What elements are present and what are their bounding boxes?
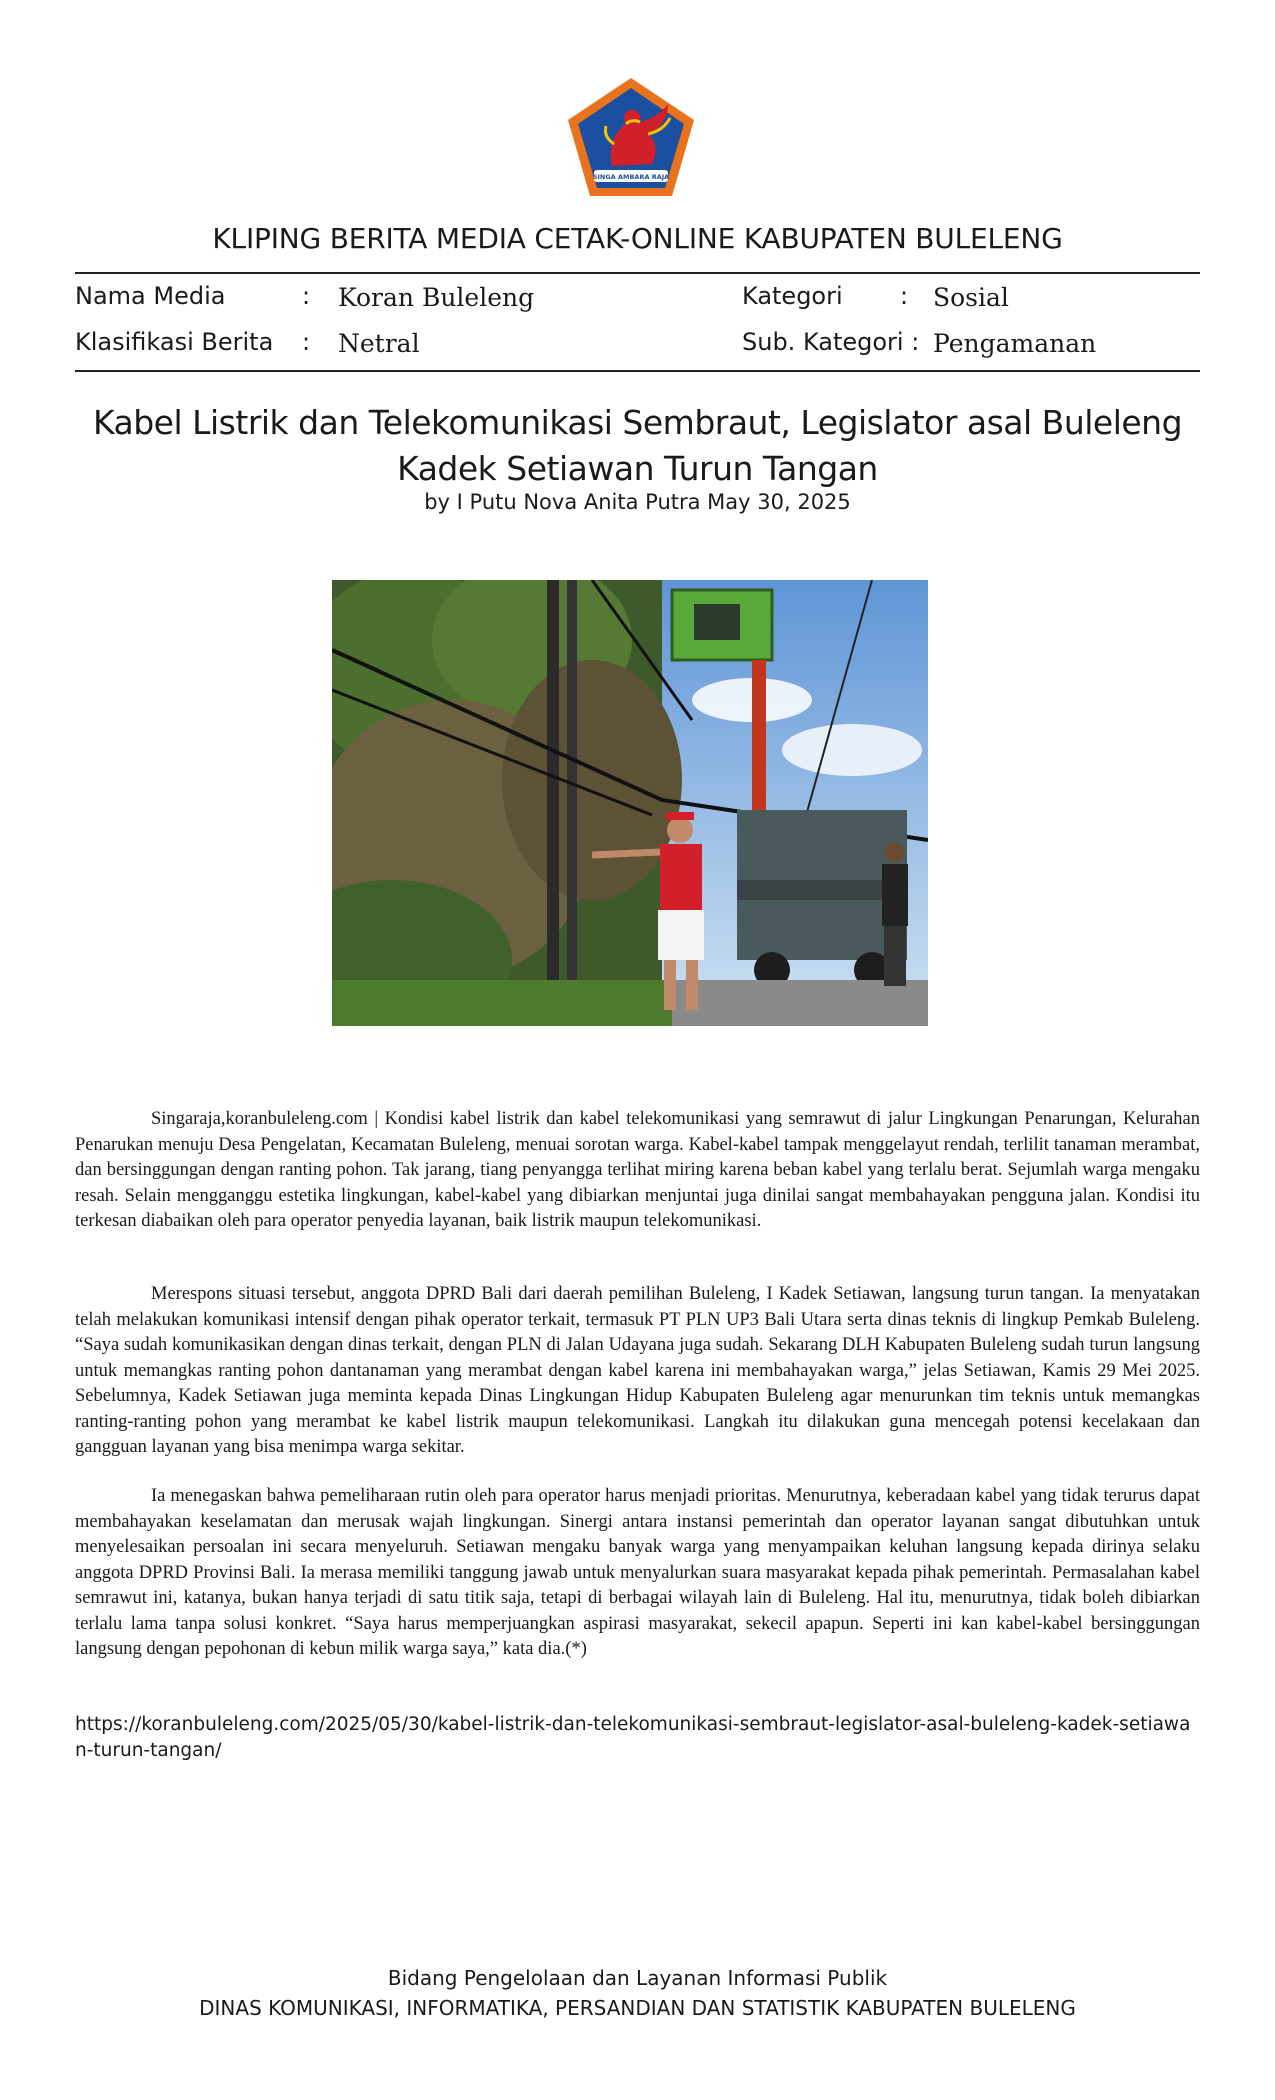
article-paragraph-3 <box>75 1484 1200 1663</box>
kategori-colon: : <box>900 282 909 310</box>
article-title: Kabel Listrik dan Telekomunikasi Sembraut, Legislator asal Buleleng Kadek Setiawan Turun Tangan <box>92 403 1183 488</box>
nama-media-value: Koran Buleleng <box>338 283 535 312</box>
paragraph-3-text: Ia menegaskan bahwa pemeliharaan rutin oleh para operator harus menjadi prioritas. Menurutnya, keberadaan kabel yang tidak terurus dapat membahayakan keselamatan dan merusak wajah lingkungan. Sinergi antara instansi pemerintah dan operator layanan sangat dibutuhkan untuk menyelesaikan persoalan ini secara menyeluruh. Setiawan mengaku banyak warga yang menyampaikan keluhan langsung kepada dirinya selaku anggota DPRD Provinsi Bali. Ia merasa memiliki tanggung jawab untuk menyalurkan suara masyarakat kepada pihak pemerintah. Permasalahan kabel semrawut ini, katanya, bukan hanya terjadi di satu titik saja, tetapi di berbagai wilayah lain di Buleleng. Hal itu, menurutnya, tidak boleh dibiarkan terlalu lama tanpa solusi konkret. “Saya harus memperjuangkan aspirasi masyarakat, sekecil apapun. Seperti ini kan kabel-kabel bersinggungan langsung dengan pepohonan di kebun milik warga saya,” kata dia.(*) <box>75 1486 1200 1659</box>
footer-agency: DINAS KOMUNIKASI, INFORMATIKA, PERSANDIAN DAN STATISTIK KABUPATEN BULELENG <box>199 1996 1076 2020</box>
header-divider-bottom <box>75 370 1200 372</box>
klasifikasi-colon: : <box>302 328 311 356</box>
article-photo <box>332 580 928 1026</box>
header-divider-top <box>75 272 1200 274</box>
nama-media-colon: : <box>302 282 311 310</box>
buleleng-crest-icon <box>564 74 698 200</box>
clipping-header-title: KLIPING BERITA MEDIA CETAK-ONLINE KABUPATEN BULELENG <box>212 222 1063 255</box>
footer-division: Bidang Pengelolaan dan Layanan Informasi Publik <box>387 1966 888 1990</box>
kategori-value: Sosial <box>933 283 1009 312</box>
kategori-label: Kategori <box>742 282 843 310</box>
sub-kategori-value: Pengamanan <box>933 329 1097 358</box>
article-paragraph-2 <box>75 1282 1200 1461</box>
article-source-url[interactable]: https://koranbuleleng.com/2025/05/30/kabel-listrik-dan-telekomunikasi-sembraut-legislator-asal-buleleng-kadek-setiawan-turun-tangan/ <box>75 1714 1191 1761</box>
klasifikasi-value: Netral <box>338 329 420 358</box>
paragraph-2-text: Merespons situasi tersebut, anggota DPRD Bali dari daerah pemilihan Buleleng, I Kadek Setiawan, langsung turun tangan. Ia menyatakan telah melakukan komunikasi intensif dengan pihak operator terkait, termasuk PT PLN UP3 Bali Utara serta dinas teknis di lingkup Pemkab Buleleng. “Saya sudah komunikasikan dengan dinas terkait, dengan PLN di Jalan Udayana juga sudah. Sekarang DLH Kabupaten Buleleng sudah turun langsung untuk memangkas ranting pohon dantanaman yang merambat dengan kabel karena ini membahayakan warga,” jelas Setiawan, Kamis 29 Mei 2025. Sebelumnya, Kadek Setiawan juga meminta kepada Dinas Lingkungan Hidup Kabupaten Buleleng agar menurunkan tim teknis untuk memangkas ranting-ranting pohon yang merambat ke kabel listrik maupun telekomunikasi. Langkah itu dilakukan guna mencegah potensi kecelakaan dan gangguan layanan yang bisa menimpa warga sekitar. <box>75 1284 1200 1457</box>
klasifikasi-label: Klasifikasi Berita <box>75 328 274 356</box>
sub-kategori-label: Sub. Kategori : <box>742 328 920 356</box>
crest-motto: SINGA AMBARA RAJA <box>592 173 670 181</box>
paragraph-1-text: Singaraja,koranbuleleng.com | Kondisi kabel listrik dan kabel telekomunikasi yang semrawut di jalur Lingkungan Penarungan, Kelurahan Penarukan menuju Desa Pengelatan, Kecamatan Buleleng, menuai sorotan warga. Kabel-kabel tampak menggelayut rendah, terlilit tanaman merambat, dan bersinggungan dengan ranting pohon. Tak jarang, tiang penyangga terlihat miring karena beban kabel yang terlalu berat. Sejumlah warga mengaku resah. Selain mengganggu estetika lingkungan, kabel-kabel yang dibiarkan menjuntai juga dinilai sangat membahayakan pengguna jalan. Kondisi itu terkesan diabaikan oleh para operator penyedia layanan, baik listrik maupun telekomunikasi. <box>75 1109 1200 1231</box>
nama-media-label: Nama Media <box>75 282 226 310</box>
article-byline: by I Putu Nova Anita Putra May 30, 2025 <box>424 490 851 514</box>
article-paragraph-1 <box>75 1107 1200 1235</box>
